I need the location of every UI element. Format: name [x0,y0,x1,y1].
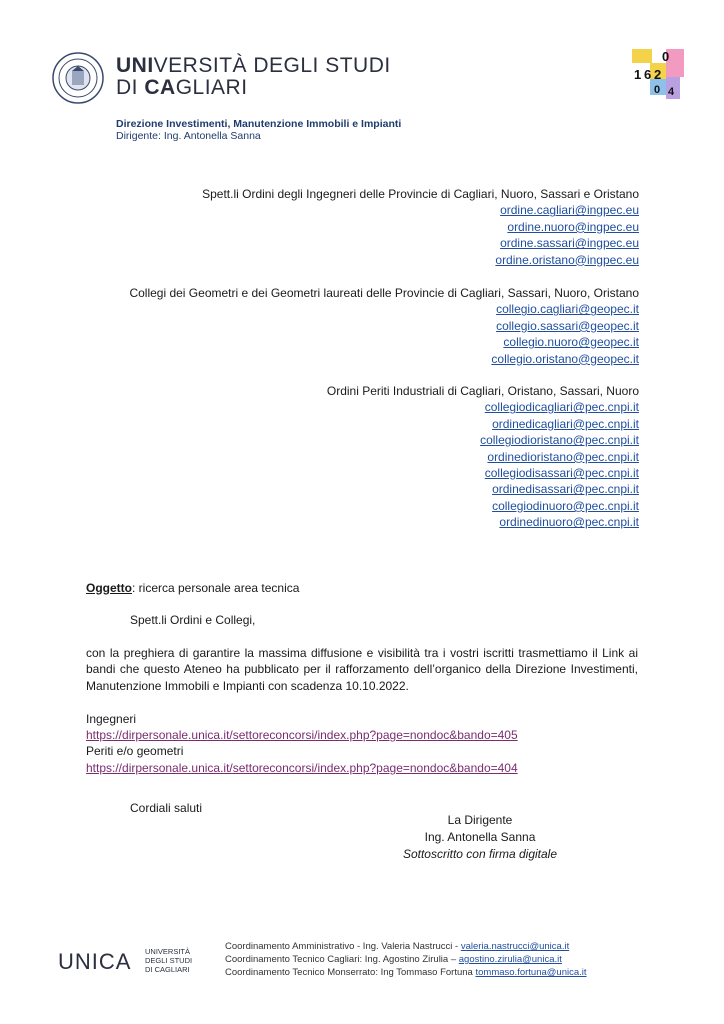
signature-role: La Dirigente [447,813,513,827]
email-link[interactable]: collegiodioristano@pec.cnpi.it [480,433,639,448]
engineers-heading: Ingegneri [86,712,137,726]
email-link[interactable]: ordine.oristano@ingpec.eu [495,252,639,267]
logo-digit: 2 [654,67,662,82]
footer-brand: UNICA [58,949,132,974]
email-link[interactable]: ordinedinuoro@pec.cnpi.it [499,515,639,530]
logo-digit: 0 [654,84,661,96]
logo-digit: 0 [662,49,670,64]
email-link[interactable]: tommaso.fortuna@unica.it [475,967,587,978]
email-link[interactable]: collegio.oristano@geopec.it [491,351,639,366]
email-link[interactable]: ordine.sassari@ingpec.eu [500,236,639,251]
engineers-bando-link[interactable]: https://dirpersonale.unica.it/settoreconcorsi/index.php?page=nondoc&bando=405 [86,728,518,742]
email-link[interactable]: ordinedicagliari@pec.cnpi.it [492,416,639,431]
anniversary-logo-icon [622,49,684,104]
email-link[interactable]: collegiodicagliari@pec.cnpi.it [484,400,639,415]
footer-brand-sub: DEGLI STUDI [145,956,193,965]
email-link[interactable]: agostino.zirulia@unica.it [458,954,562,965]
email-link[interactable]: collegio.cagliari@geopec.it [496,302,639,317]
email-link[interactable]: ordine.cagliari@ingpec.eu [500,203,639,218]
recipient-group-label: Ordini Periti Industriali di Cagliari, Oristano, Sassari, Nuoro [326,384,639,398]
director-name: Dirigente: Ing. Antonella Sanna [116,130,261,142]
department-header [116,118,401,142]
recipients-engineers [202,186,639,268]
surveyors-heading: Periti e/o geometri [86,744,184,758]
email-link[interactable]: collegio.nuoro@geopec.it [503,335,639,350]
logo-digit: 4 [668,86,675,98]
logo-digit: 1 [634,67,642,82]
closing: Cordiali saluti [130,801,203,815]
footer-contacts: Coordinamento Amministrativo - Ing. Valeria Nastrucci - valeria.nastrucci@unica.it Coordinamento Tecnico Cagliari: Ing. Agostino Zirulia – agostino.zirulia@unica.it Coordinamento Tecnico Monserrato: Ing Tommaso Fortuna tommaso.fortuna@unica.it [225,941,587,978]
footer-logo [58,947,218,977]
email-link[interactable]: ordinedisassari@pec.cnpi.it [492,482,639,497]
signature-note: Sottoscritto con firma digitale [402,847,558,861]
surveyors-bando-link[interactable]: https://dirpersonale.unica.it/settoreconcorsi/index.php?page=nondoc&bando=404 [86,761,518,775]
university-seal-icon [52,52,104,104]
university-name: UNIVERSITÀ DEGLI STUDI DI CAGLIARI [116,54,391,99]
footer-brand-sub: DI CAGLIARI [145,965,190,974]
signature-block [380,812,580,863]
subject-line [86,580,638,596]
email-link[interactable]: ordine.nuoro@ingpec.eu [507,219,639,234]
email-link[interactable]: collegiodinuoro@pec.cnpi.it [492,498,639,513]
recipient-group-label: Collegi dei Geometri e dei Geometri laureati delle Provincie di Cagliari, Sassari, Nuoro, Oristano [129,286,639,300]
email-link[interactable]: ordinedioristano@pec.cnpi.it [487,449,639,464]
email-link[interactable]: collegiodisassari@pec.cnpi.it [484,466,639,481]
greeting: Spett.li Ordini e Collegi, [130,613,256,627]
recipient-group-label: Spett.li Ordini degli Ingegneri delle Provincie di Cagliari, Nuoro, Sassari e Oristano [202,187,639,201]
logo-digit: 6 [644,67,652,82]
subject-text: : ricerca personale area tecnica [132,581,300,595]
recipients-industrial [327,383,639,531]
department-name: Direzione Investimenti, Manutenzione Immobili e Impianti [116,118,402,130]
email-link[interactable]: collegio.sassari@geopec.it [496,318,639,333]
footer-brand-sub: UNIVERSITÀ [145,947,191,956]
signature-name: Ing. Antonella Sanna [424,830,536,844]
recipients-surveyors [129,285,639,367]
subject-label: Oggetto [86,581,132,595]
email-link[interactable]: valeria.nastrucci@unica.it [460,941,570,952]
body-paragraph: con la preghiera di garantire la massima diffusione e visibilità tra i vostri iscritti trasmettiamo il Link ai bandi che questo Ateneo ha pubblicato per il rafforzamento dell’organico della Direzione Investimenti, Manutenzione Immobili e Impianti con scadenza 10.10.2022. [86,646,638,693]
